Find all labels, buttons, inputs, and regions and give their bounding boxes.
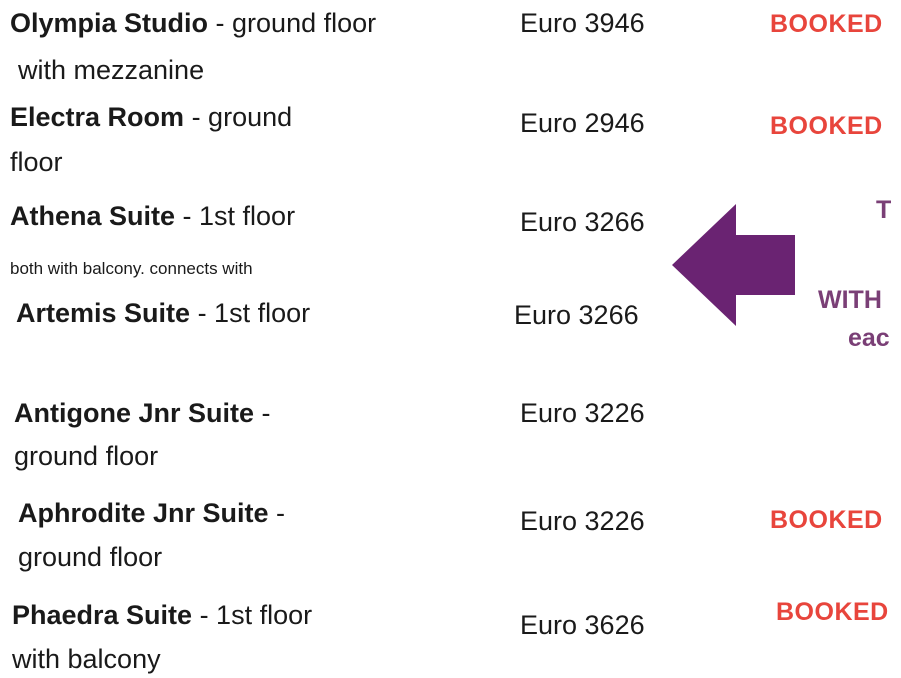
room-name: Antigone Jnr Suite [14,398,255,428]
room-desc-line2: floor [10,147,63,177]
room-name: Artemis Suite [16,298,191,328]
room-price: Euro 3626 [520,610,645,640]
room-desc: - ground [184,102,293,132]
room-name: Athena Suite [10,201,176,231]
room-desc-line2: ground floor [14,441,159,471]
booked-badge: BOOKED [770,10,883,38]
room-athena [10,197,295,235]
room-name: Aphrodite Jnr Suite [18,498,269,528]
room-desc-line2: with balcony [12,644,161,674]
room-price: Euro 2946 [520,108,645,138]
room-artemis [16,294,310,332]
room-aphrodite [18,494,285,532]
booked-badge: BOOKED [770,112,883,140]
room-antigone [14,394,271,432]
room-olympia [10,4,376,42]
room-electra [10,98,292,136]
connect-note: both with balcony. connects with [10,259,253,278]
left-arrow-icon [672,204,796,326]
side-text-line1: T [876,196,892,224]
room-phaedra [12,596,312,634]
room-desc-line2: with mezzanine [18,55,205,85]
room-desc: - ground floor [208,8,377,38]
room-desc: - [268,498,286,528]
room-desc-line2: ground floor [18,542,163,572]
room-price: Euro 3946 [520,8,645,38]
side-text-line3: eac [848,324,890,352]
room-price: Euro 3266 [514,300,639,330]
room-desc: - 1st floor [190,298,311,328]
room-desc: - 1st floor [192,600,313,630]
room-price: Euro 3226 [520,398,645,428]
room-desc: - [254,398,271,428]
booked-badge: BOOKED [776,598,889,626]
room-name: Phaedra Suite [12,600,193,630]
side-text-line2: WITH [818,286,882,314]
room-desc: - 1st floor [175,201,296,231]
room-name: Electra Room [10,102,185,132]
room-name: Olympia Studio [10,8,209,38]
room-price: Euro 3226 [520,506,645,536]
room-price: Euro 3266 [520,207,645,237]
booked-badge: BOOKED [770,506,883,534]
